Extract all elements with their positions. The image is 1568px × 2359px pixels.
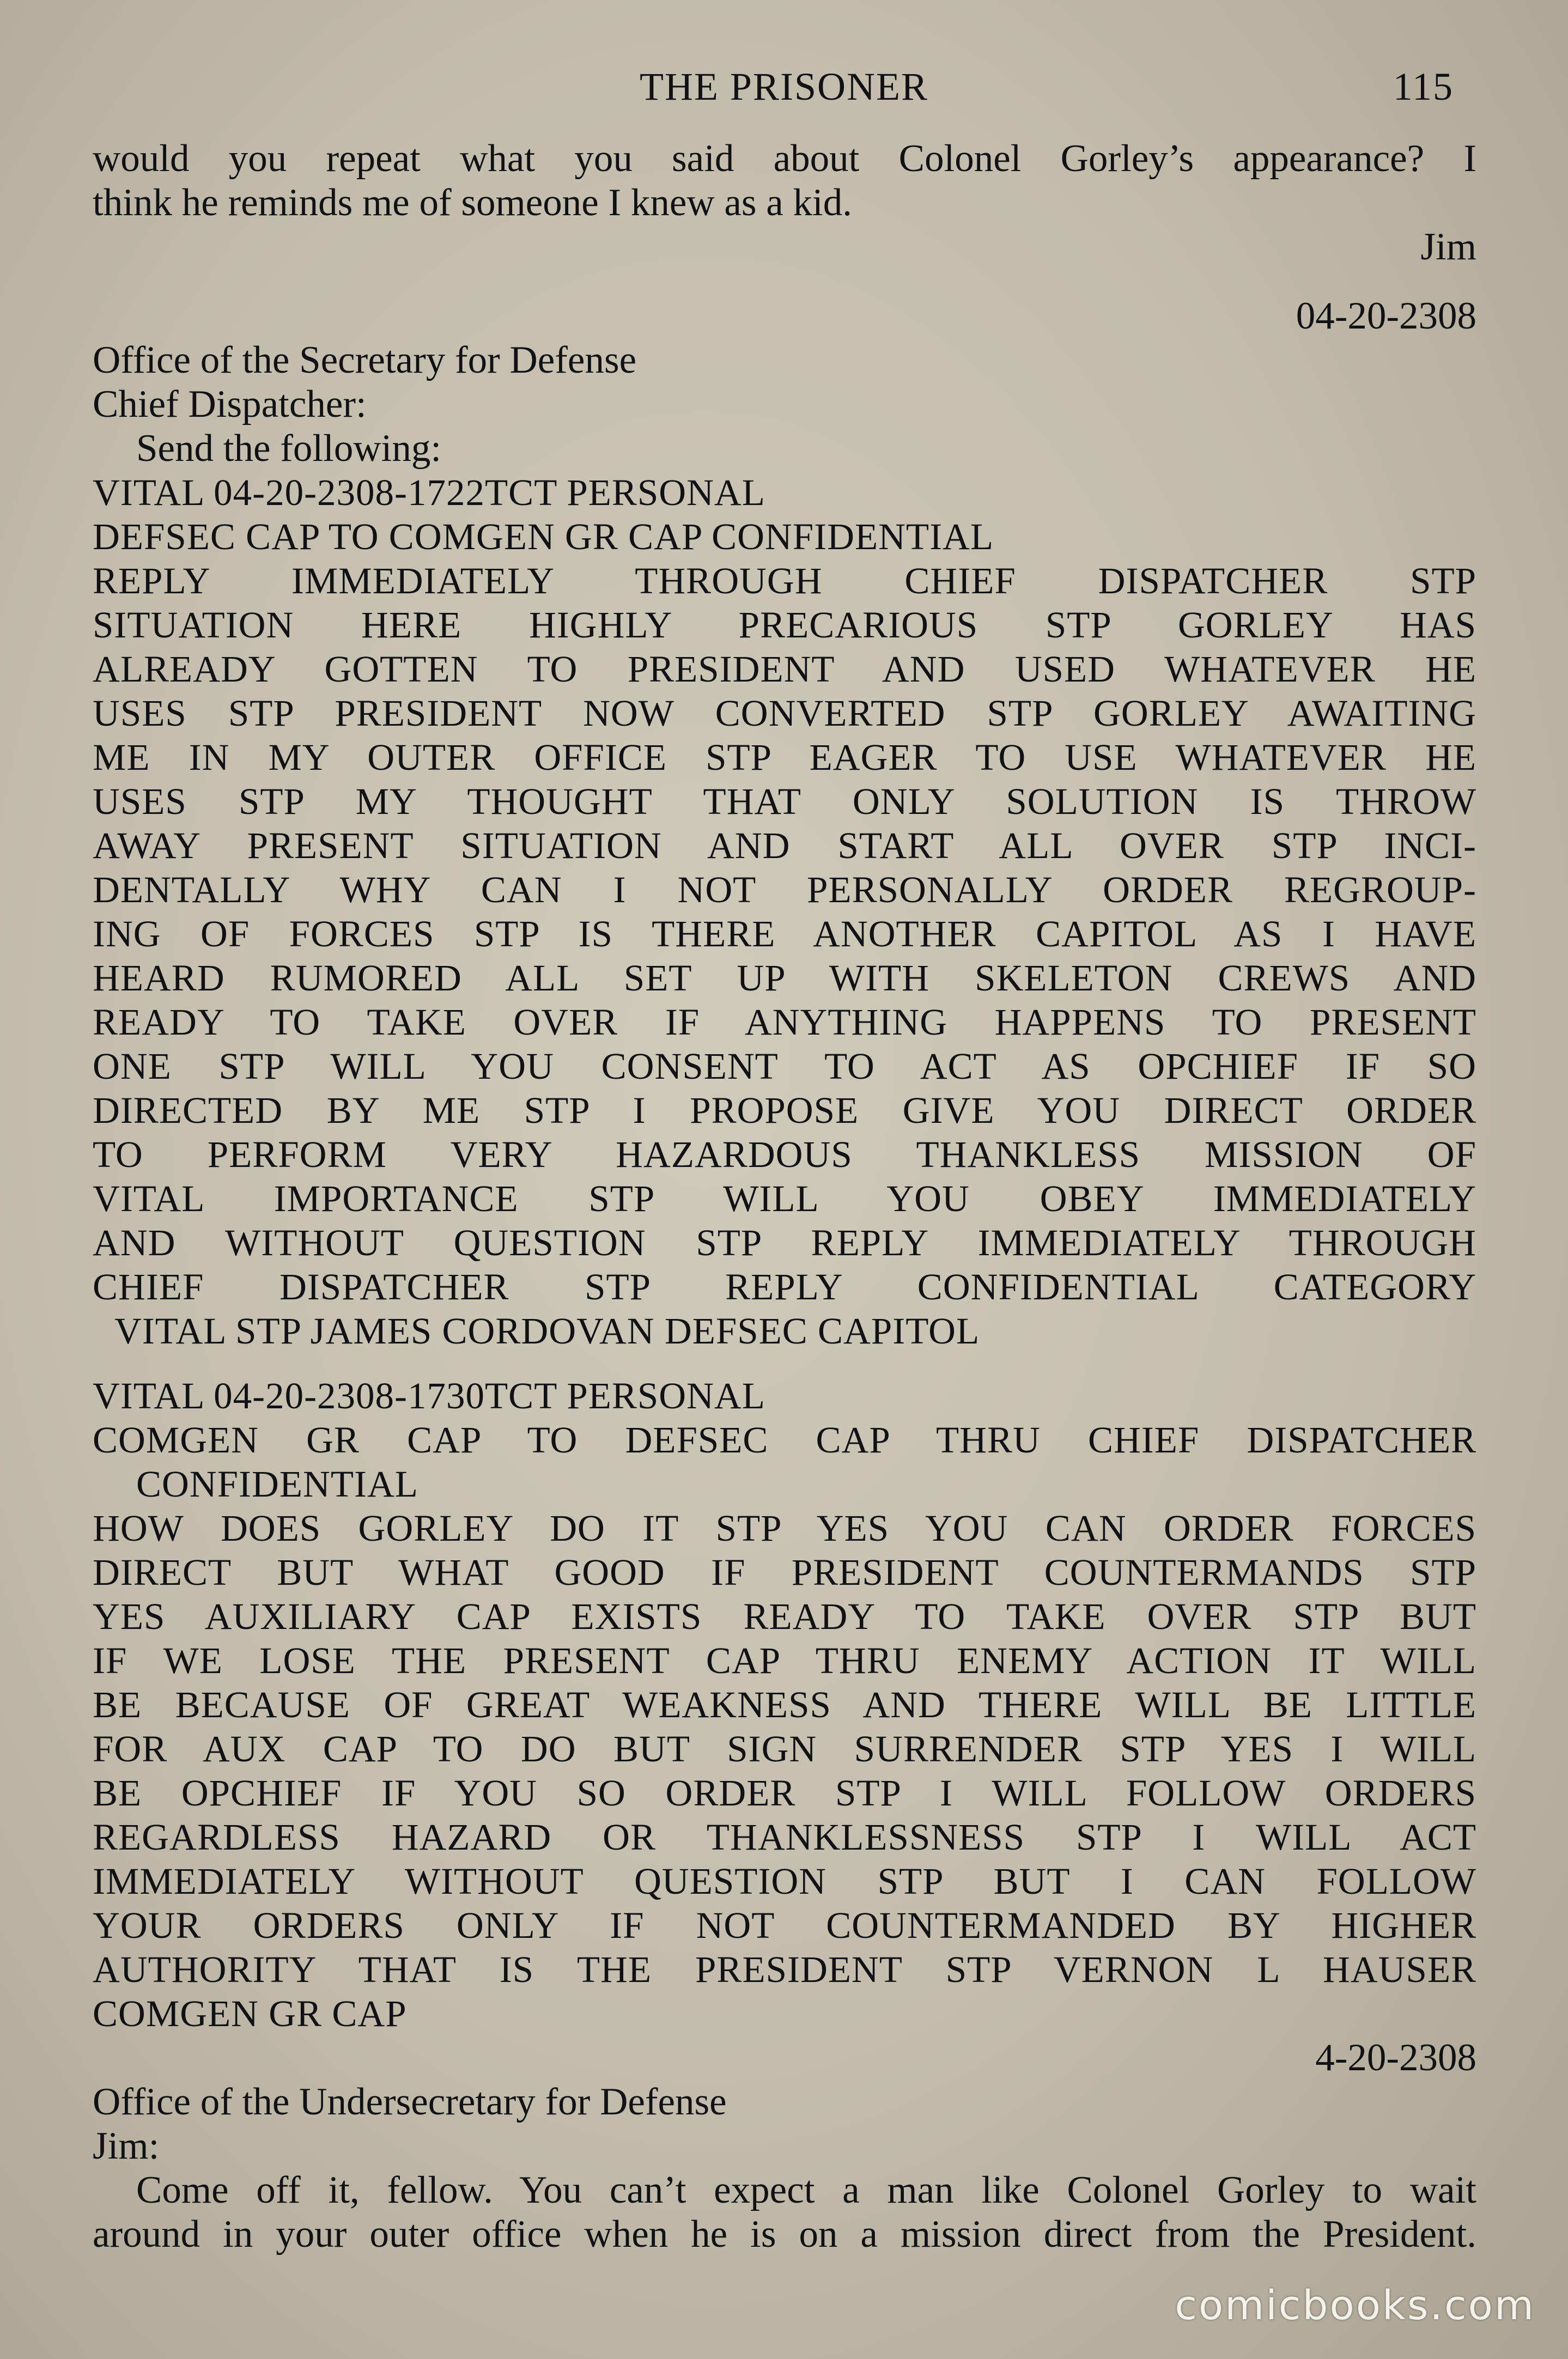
memo-line: around in your outer office when he is on a mission direct from the President.: [93, 2213, 1476, 2255]
memo-addressee: Chief Dispatcher:: [93, 383, 367, 425]
message-line: HEARD RUMORED ALL SET UP WITH SKELETON CREWS AND: [93, 957, 1476, 999]
message-line: USES STP PRESIDENT NOW CONVERTED STP GORLEY AWAITING: [93, 692, 1476, 734]
message-line: DIRECT BUT WHAT GOOD IF PRESIDENT COUNTERMANDS STP: [93, 1552, 1476, 1593]
running-header: [0, 64, 1568, 113]
message-line: REPLY IMMEDIATELY THROUGH CHIEF DISPATCHER STP: [93, 560, 1476, 601]
memo-addressee: Jim:: [93, 2125, 160, 2167]
message-closing: VITAL STP JAMES CORDOVAN DEFSEC CAPITOL: [114, 1310, 980, 1352]
message-line: USES STP MY THOUGHT THAT ONLY SOLUTION IS THROW: [93, 781, 1476, 822]
memo-office: Office of the Undersecretary for Defense: [93, 2081, 727, 2123]
message-line: REGARDLESS HAZARD OR THANKLESSNESS STP I WILL ACT: [93, 1816, 1476, 1858]
message-line: VITAL IMPORTANCE STP WILL YOU OBEY IMMEDIATELY: [93, 1178, 1476, 1219]
message-line: TO PERFORM VERY HAZARDOUS THANKLESS MISSION OF: [93, 1134, 1476, 1175]
message-header-line: VITAL 04-20-2308-1722TCT PERSONAL: [93, 472, 765, 513]
message-line: BE OPCHIEF IF YOU SO ORDER STP I WILL FOLLOW ORDERS: [93, 1772, 1476, 1814]
message-line: DIRECTED BY ME STP I PROPOSE GIVE YOU DIRECT ORDER: [93, 1090, 1476, 1131]
memo-line: Come off it, fellow. You can’t expect a man like Colonel Gorley to wait: [136, 2169, 1476, 2211]
message-closing: COMGEN GR CAP: [93, 1993, 407, 2034]
message-line: SITUATION HERE HIGHLY PRECARIOUS STP GORLEY HAS: [93, 604, 1476, 646]
message-line: ING OF FORCES STP IS THERE ANOTHER CAPITOL AS I HAVE: [93, 913, 1476, 954]
message-line: ME IN MY OUTER OFFICE STP EAGER TO USE WHATEVER HE: [93, 737, 1476, 778]
message-line: READY TO TAKE OVER IF ANYTHING HAPPENS TO PRESENT: [93, 1001, 1476, 1043]
message-line: AWAY PRESENT SITUATION AND START ALL OVER STP INCI-: [93, 825, 1476, 866]
memo-office: Office of the Secretary for Defense: [93, 339, 637, 381]
message-line: YES AUXILIARY CAP EXISTS READY TO TAKE OVER STP BUT: [93, 1596, 1476, 1637]
message-line: FOR AUX CAP TO DO BUT SIGN SURRENDER STP YES I WILL: [93, 1728, 1476, 1770]
message-header-line: DEFSEC CAP TO COMGEN GR CAP CONFIDENTIAL: [93, 516, 994, 557]
message-line: ALREADY GOTTEN TO PRESIDENT AND USED WHATEVER HE: [93, 648, 1476, 690]
page-number: 115: [1393, 65, 1454, 108]
watermark: comicbooks.com: [1175, 2282, 1535, 2329]
message-line: YOUR ORDERS ONLY IF NOT COUNTERMANDED BY HIGHER: [93, 1905, 1476, 1946]
message-line: BE BECAUSE OF GREAT WEAKNESS AND THERE WILL BE LITTLE: [93, 1684, 1476, 1725]
memo-instruction: Send the following:: [136, 427, 442, 470]
message-line: HOW DOES GORLEY DO IT STP YES YOU CAN ORDER FORCES: [93, 1507, 1476, 1549]
letter-line: would you repeat what you said about Colonel Gorley’s appearance? I: [93, 137, 1476, 180]
message-line: ONE STP WILL YOU CONSENT TO ACT AS OPCHIEF IF SO: [93, 1045, 1476, 1087]
message-line: CHIEF DISPATCHER STP REPLY CONFIDENTIAL CATEGORY: [93, 1266, 1476, 1308]
message-line: AND WITHOUT QUESTION STP REPLY IMMEDIATELY THROUGH: [93, 1222, 1476, 1263]
message-header-line: VITAL 04-20-2308-1730TCT PERSONAL: [93, 1375, 765, 1416]
message-line: AUTHORITY THAT IS THE PRESIDENT STP VERNON L HAUSER: [93, 1949, 1476, 1990]
message-header-line: COMGEN GR CAP TO DEFSEC CAP THRU CHIEF DISPATCHER: [93, 1419, 1476, 1461]
memo-date: 04-20-2308: [1296, 295, 1476, 337]
message-line: IF WE LOSE THE PRESENT CAP THRU ENEMY ACTION IT WILL: [93, 1640, 1476, 1681]
message-line: IMMEDIATELY WITHOUT QUESTION STP BUT I CAN FOLLOW: [93, 1861, 1476, 1902]
chapter-title: THE PRISONER: [639, 65, 929, 108]
memo-date: 4-20-2308: [1315, 2036, 1476, 2079]
letter-line: think he reminds me of someone I knew as a kid.: [93, 181, 853, 224]
letter-signature: Jim: [1420, 226, 1476, 268]
message-line: DENTALLY WHY CAN I NOT PERSONALLY ORDER REGROUP-: [93, 869, 1476, 910]
message-header-line: CONFIDENTIAL: [136, 1463, 418, 1505]
